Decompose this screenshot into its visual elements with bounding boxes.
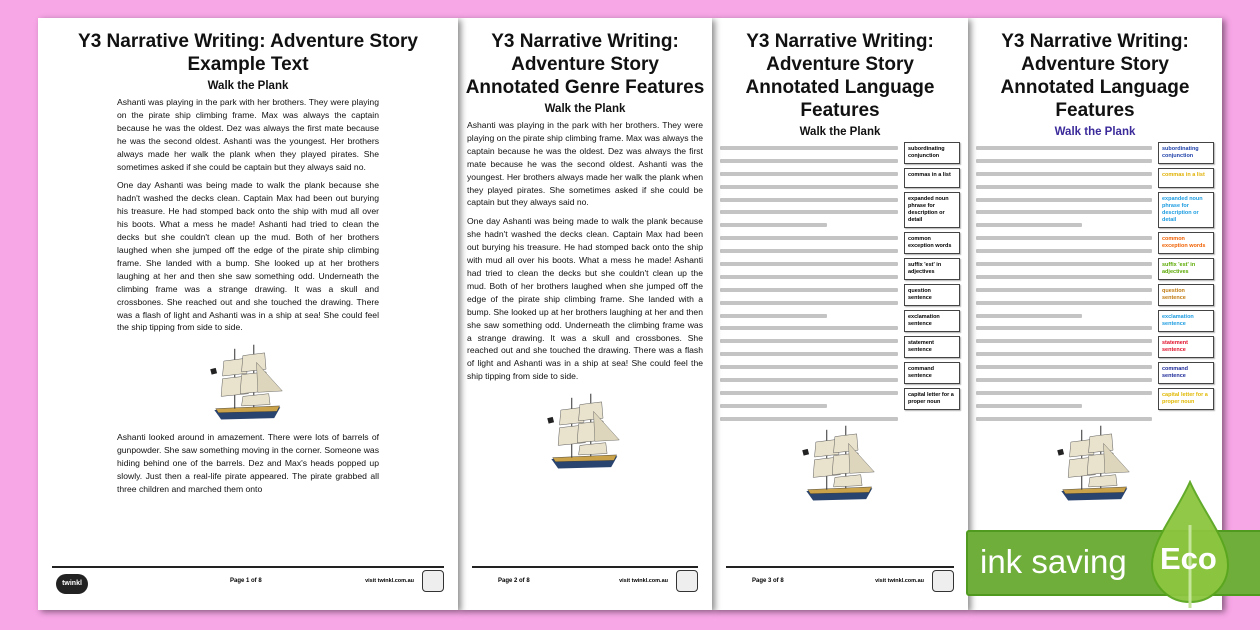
annotation-box: expanded noun phrase for description or detail	[1158, 192, 1214, 228]
text-line-placeholder	[976, 326, 1152, 330]
paragraph: Ashanti was playing in the park with her brothers. They were playing on the pirate ship climbing frame. Max was always the captain because he was the oldest. Dez was always the first mate because he was the second oldest. Ashanti was the youngest. Her brothers always made her walk the plank when they played pirates. She sometimes asked if she could be captain but they always said no.	[117, 97, 379, 172]
story-title: Walk the Plank	[799, 126, 881, 138]
text-line-placeholder	[720, 288, 898, 292]
story-title: Walk the Plank	[207, 80, 289, 92]
paragraph: One day Ashanti was being made to walk the plank because she hadn't washed the decks clean. Captain Max had been out burying his treasure. He had stomped back onto the ship with mud all over his boots. What a mess he made! Ashanti had tried to clean the decks but she couldn't clean up the mud. Both of her brothers laughed when she jumped off the edge of the pirate ship climbing frame. She landed with a bump. She looked up at her brothers laughing at her and then she saw something odd. Underneath the climbing frame was a strange drawing. It was a skull and crossbones. She reached out and she touched the drawing. There was a flash of light and Ashanti was in a ship at sea! She could feel the ship tipping from side to side.	[117, 180, 379, 333]
text-line-placeholder	[720, 185, 898, 189]
annotation-box: question sentence	[904, 284, 960, 306]
annotation-key	[904, 142, 960, 421]
text-line-placeholder	[976, 223, 1082, 227]
annotation-box: command sentence	[1158, 362, 1214, 384]
annotation-box: subordinating conjunction	[1158, 142, 1214, 164]
text-line-placeholder	[976, 236, 1152, 240]
text-line-placeholder	[976, 249, 1152, 253]
pirate-ship-image	[795, 423, 885, 508]
text-line-placeholder	[976, 275, 1152, 279]
quality-badge-icon	[422, 570, 444, 592]
page-number: Page 1 of 8	[230, 578, 262, 584]
text-line-placeholder	[976, 172, 1152, 176]
text-line-placeholder	[720, 391, 898, 395]
annotation-box: suffix 'est' in adjectives	[904, 258, 960, 280]
page-number: Page 3 of 8	[752, 578, 784, 584]
footer-line	[52, 566, 444, 568]
text-line-placeholder	[976, 159, 1152, 163]
pirate-ship-image	[203, 342, 293, 427]
text-line-placeholder	[720, 198, 898, 202]
page-3	[712, 18, 968, 610]
text-line-placeholder	[976, 314, 1082, 318]
text-line-placeholder	[720, 249, 898, 253]
text-line-placeholder	[720, 223, 827, 227]
text-line-placeholder	[720, 172, 898, 176]
page-2	[458, 18, 712, 610]
text-line-placeholder	[976, 185, 1152, 189]
text-line-placeholder	[720, 159, 898, 163]
text-line-placeholder	[976, 146, 1152, 150]
text-line-placeholder	[720, 404, 827, 408]
annotation-box: statement sentence	[904, 336, 960, 358]
text-line-placeholder	[976, 262, 1152, 266]
ink-saving-text: ink saving	[980, 543, 1127, 580]
annotation-box: exclamation sentence	[1158, 310, 1214, 332]
annotation-box: exclamation sentence	[904, 310, 960, 332]
annotation-box: command sentence	[904, 362, 960, 384]
footer-line	[472, 566, 698, 568]
text-line-placeholder	[720, 339, 898, 343]
paragraph: Ashanti was playing in the park with her brothers. They were playing on the pirate ship climbing frame. Max was always the captain because he was the oldest. Dez was always the first mate because he was the second oldest. Ashanti was the youngest. Her brothers always made her walk the plank when they played pirates. She sometimes asked if she could be captain but they always said no.	[467, 120, 703, 208]
text-line-placeholder	[720, 210, 898, 214]
annotation-key	[1158, 142, 1214, 421]
website-text: visit twinkl.com.au	[619, 578, 668, 584]
text-line-placeholder	[720, 301, 898, 305]
annotated-text-lines	[976, 142, 1152, 421]
annotated-text-lines	[720, 142, 898, 421]
annotation-box: subordinating conjunction	[904, 142, 960, 164]
text-line-placeholder	[720, 378, 898, 382]
story-title: Walk the Plank	[544, 103, 626, 115]
pirate-ship-image	[1050, 423, 1140, 508]
text-line-placeholder	[976, 378, 1152, 382]
text-line-placeholder	[720, 146, 898, 150]
text-line-placeholder	[720, 314, 827, 318]
text-line-placeholder	[720, 326, 898, 330]
annotation-box: commas in a list	[1158, 168, 1214, 188]
text-line-placeholder	[720, 417, 898, 421]
page-title: Y3 Narrative Writing: Adventure Story Annotated Genre Features	[465, 31, 705, 98]
text-line-placeholder	[976, 391, 1152, 395]
text-line-placeholder	[976, 417, 1152, 421]
annotation-box: common exception words	[1158, 232, 1214, 254]
text-line-placeholder	[720, 262, 898, 266]
paragraph: Ashanti looked around in amazement. There were lots of barrels of gunpowder. She saw something moving in the corner. Someone was hiding behind one of the barrels. Dez and Max's heads popped up slowly. Just then a real-life pirate appeared. The pirate grabbed all three children and marched them onto	[117, 432, 379, 494]
eco-badge-text: Eco	[1160, 541, 1217, 576]
annotation-box: expanded noun phrase for description or detail	[904, 192, 960, 228]
paragraph: One day Ashanti was being made to walk the plank because she hadn't washed the decks clean. Captain Max had been out burying his treasure. He had stomped back onto the ship with mud all over his boots. What a mess he made! Ashanti had tried to clean the decks but she couldn't clean up the mud. Both of her brothers laughed when she jumped off the edge of the pirate ship climbing frame. She landed with a bump. She looked up at her brothers laughing at her and then she saw something odd. Underneath the climbing frame was a strange drawing. It was a skull and crossbones. She reached out and she touched the drawing. There was a flash of light and Ashanti was in a ship at sea! She could feel the ship tipping from side to side.	[467, 216, 703, 382]
page-title: Y3 Narrative Writing: Adventure Story Annotated Language Features	[745, 31, 935, 121]
text-line-placeholder	[976, 404, 1082, 408]
annotation-box: suffix 'est' in adjectives	[1158, 258, 1214, 280]
text-line-placeholder	[720, 236, 898, 240]
text-line-placeholder	[976, 301, 1152, 305]
quality-badge-icon	[676, 570, 698, 592]
text-line-placeholder	[976, 210, 1152, 214]
pirate-ship-image	[540, 391, 630, 476]
text-line-placeholder	[976, 198, 1152, 202]
website-text: visit twinkl.com.au	[875, 578, 924, 584]
quality-badge-icon	[932, 570, 954, 592]
website-text: visit twinkl.com.au	[365, 578, 414, 584]
annotation-box: capital letter for a proper noun	[904, 388, 960, 410]
text-line-placeholder	[720, 352, 898, 356]
page-title: Y3 Narrative Writing: Adventure Story Example Text	[78, 31, 418, 75]
annotation-box: question sentence	[1158, 284, 1214, 306]
text-line-placeholder	[976, 288, 1152, 292]
annotation-box: statement sentence	[1158, 336, 1214, 358]
text-line-placeholder	[720, 275, 898, 279]
story-title: Walk the Plank	[1054, 126, 1136, 138]
annotation-box: capital letter for a proper noun	[1158, 388, 1214, 410]
twinkl-logo: twinkl	[56, 574, 88, 594]
text-line-placeholder	[720, 365, 898, 369]
text-line-placeholder	[976, 365, 1152, 369]
page-title: Y3 Narrative Writing: Adventure Story Annotated Language Features	[1000, 31, 1190, 121]
annotation-box: common exception words	[904, 232, 960, 254]
footer-line	[726, 566, 954, 568]
page-1	[38, 18, 458, 610]
text-line-placeholder	[976, 339, 1152, 343]
text-line-placeholder	[976, 352, 1152, 356]
page-number: Page 2 of 8	[498, 578, 530, 584]
annotation-box: commas in a list	[904, 168, 960, 188]
